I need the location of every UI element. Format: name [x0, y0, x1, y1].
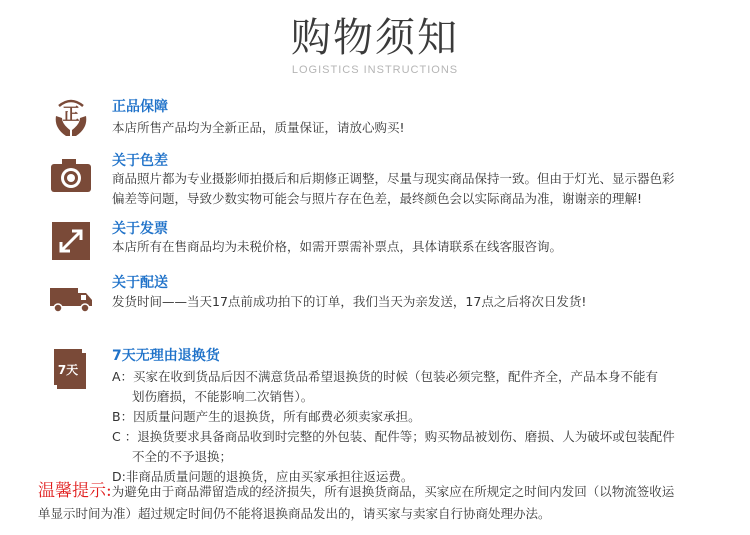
page-subtitle: LOGISTICS INSTRUCTIONS — [291, 64, 459, 76]
text-line: 本店所有在售商品均为未税价格，如需开票需补票点，具体请联系在线客服咨询。 — [112, 239, 563, 254]
text-line: 不全的不予退换； — [132, 449, 233, 464]
section-title: 7天无理由退换货 — [112, 348, 220, 364]
tip-line: 单显示时间为准）超过规定时间仍不能将退换商品发出的，请买家与卖家自行协商处理办法。 — [38, 506, 551, 521]
text-line: 商品照片都为专业摄影师拍摄后和后期修正调整，尽量与现实商品保持一致。但由于灯光、显示器色彩 — [112, 171, 675, 186]
calendar-7-icon — [48, 347, 94, 393]
camera-icon — [48, 154, 94, 200]
tip-label: 温馨提示: — [38, 481, 112, 501]
section-text — [112, 367, 722, 487]
text-line: D:非商品质量问题的退换货，应由买家承担往返运费。 — [112, 469, 414, 484]
warm-tip — [38, 480, 728, 525]
text-line: 偏差等问题，导致少数实物可能会与照片存在色差，最终颜色会以实际商品为准，谢谢亲的理解! — [112, 191, 643, 206]
tip-line — [38, 480, 728, 503]
section-text — [112, 118, 722, 138]
section-title: 关于配送 — [112, 275, 168, 291]
section-text — [112, 292, 722, 312]
calendar-7-text: 7天 — [57, 363, 79, 377]
truck-icon — [48, 276, 94, 322]
svg-text:正: 正 — [62, 105, 80, 125]
page-title: 购物须知 — [291, 15, 459, 61]
invoice-arrow-icon — [48, 218, 94, 264]
text-line: 划伤磨损，不能影响二次销售）。 — [132, 389, 314, 404]
text-line: 发货时间——当天17点前成功拍下的订单，我们当天为亲发送，17点之后将次日发货! — [112, 294, 587, 309]
tip-text: 为避免由于商品滞留造成的经济损失，所有退换货商品，买家应在所规定之时间内发回（以物流签收运 — [111, 484, 675, 499]
section-text — [112, 169, 722, 209]
section-title: 正品保障 — [112, 99, 168, 115]
text-line: B：因质量问题产生的退换货，所有邮费必须卖家承担。 — [112, 409, 421, 424]
section-title: 关于发票 — [112, 221, 168, 237]
hands-zheng-icon — [48, 94, 94, 140]
section-text — [112, 237, 722, 257]
section-title: 关于色差 — [112, 153, 168, 169]
text-line: 本店所售产品均为全新正品，质量保证，请放心购买! — [112, 120, 405, 135]
text-line: C ：退换货要求具备商品收到时完整的外包装、配件等；购买物品被划伤、磨损、人为破坏或包装配件 — [112, 429, 675, 444]
text-line: A：买家在收到货品后因不满意货品希望退换货的时候（包装必须完整，配件齐全，产品本身不能有 — [112, 369, 659, 384]
